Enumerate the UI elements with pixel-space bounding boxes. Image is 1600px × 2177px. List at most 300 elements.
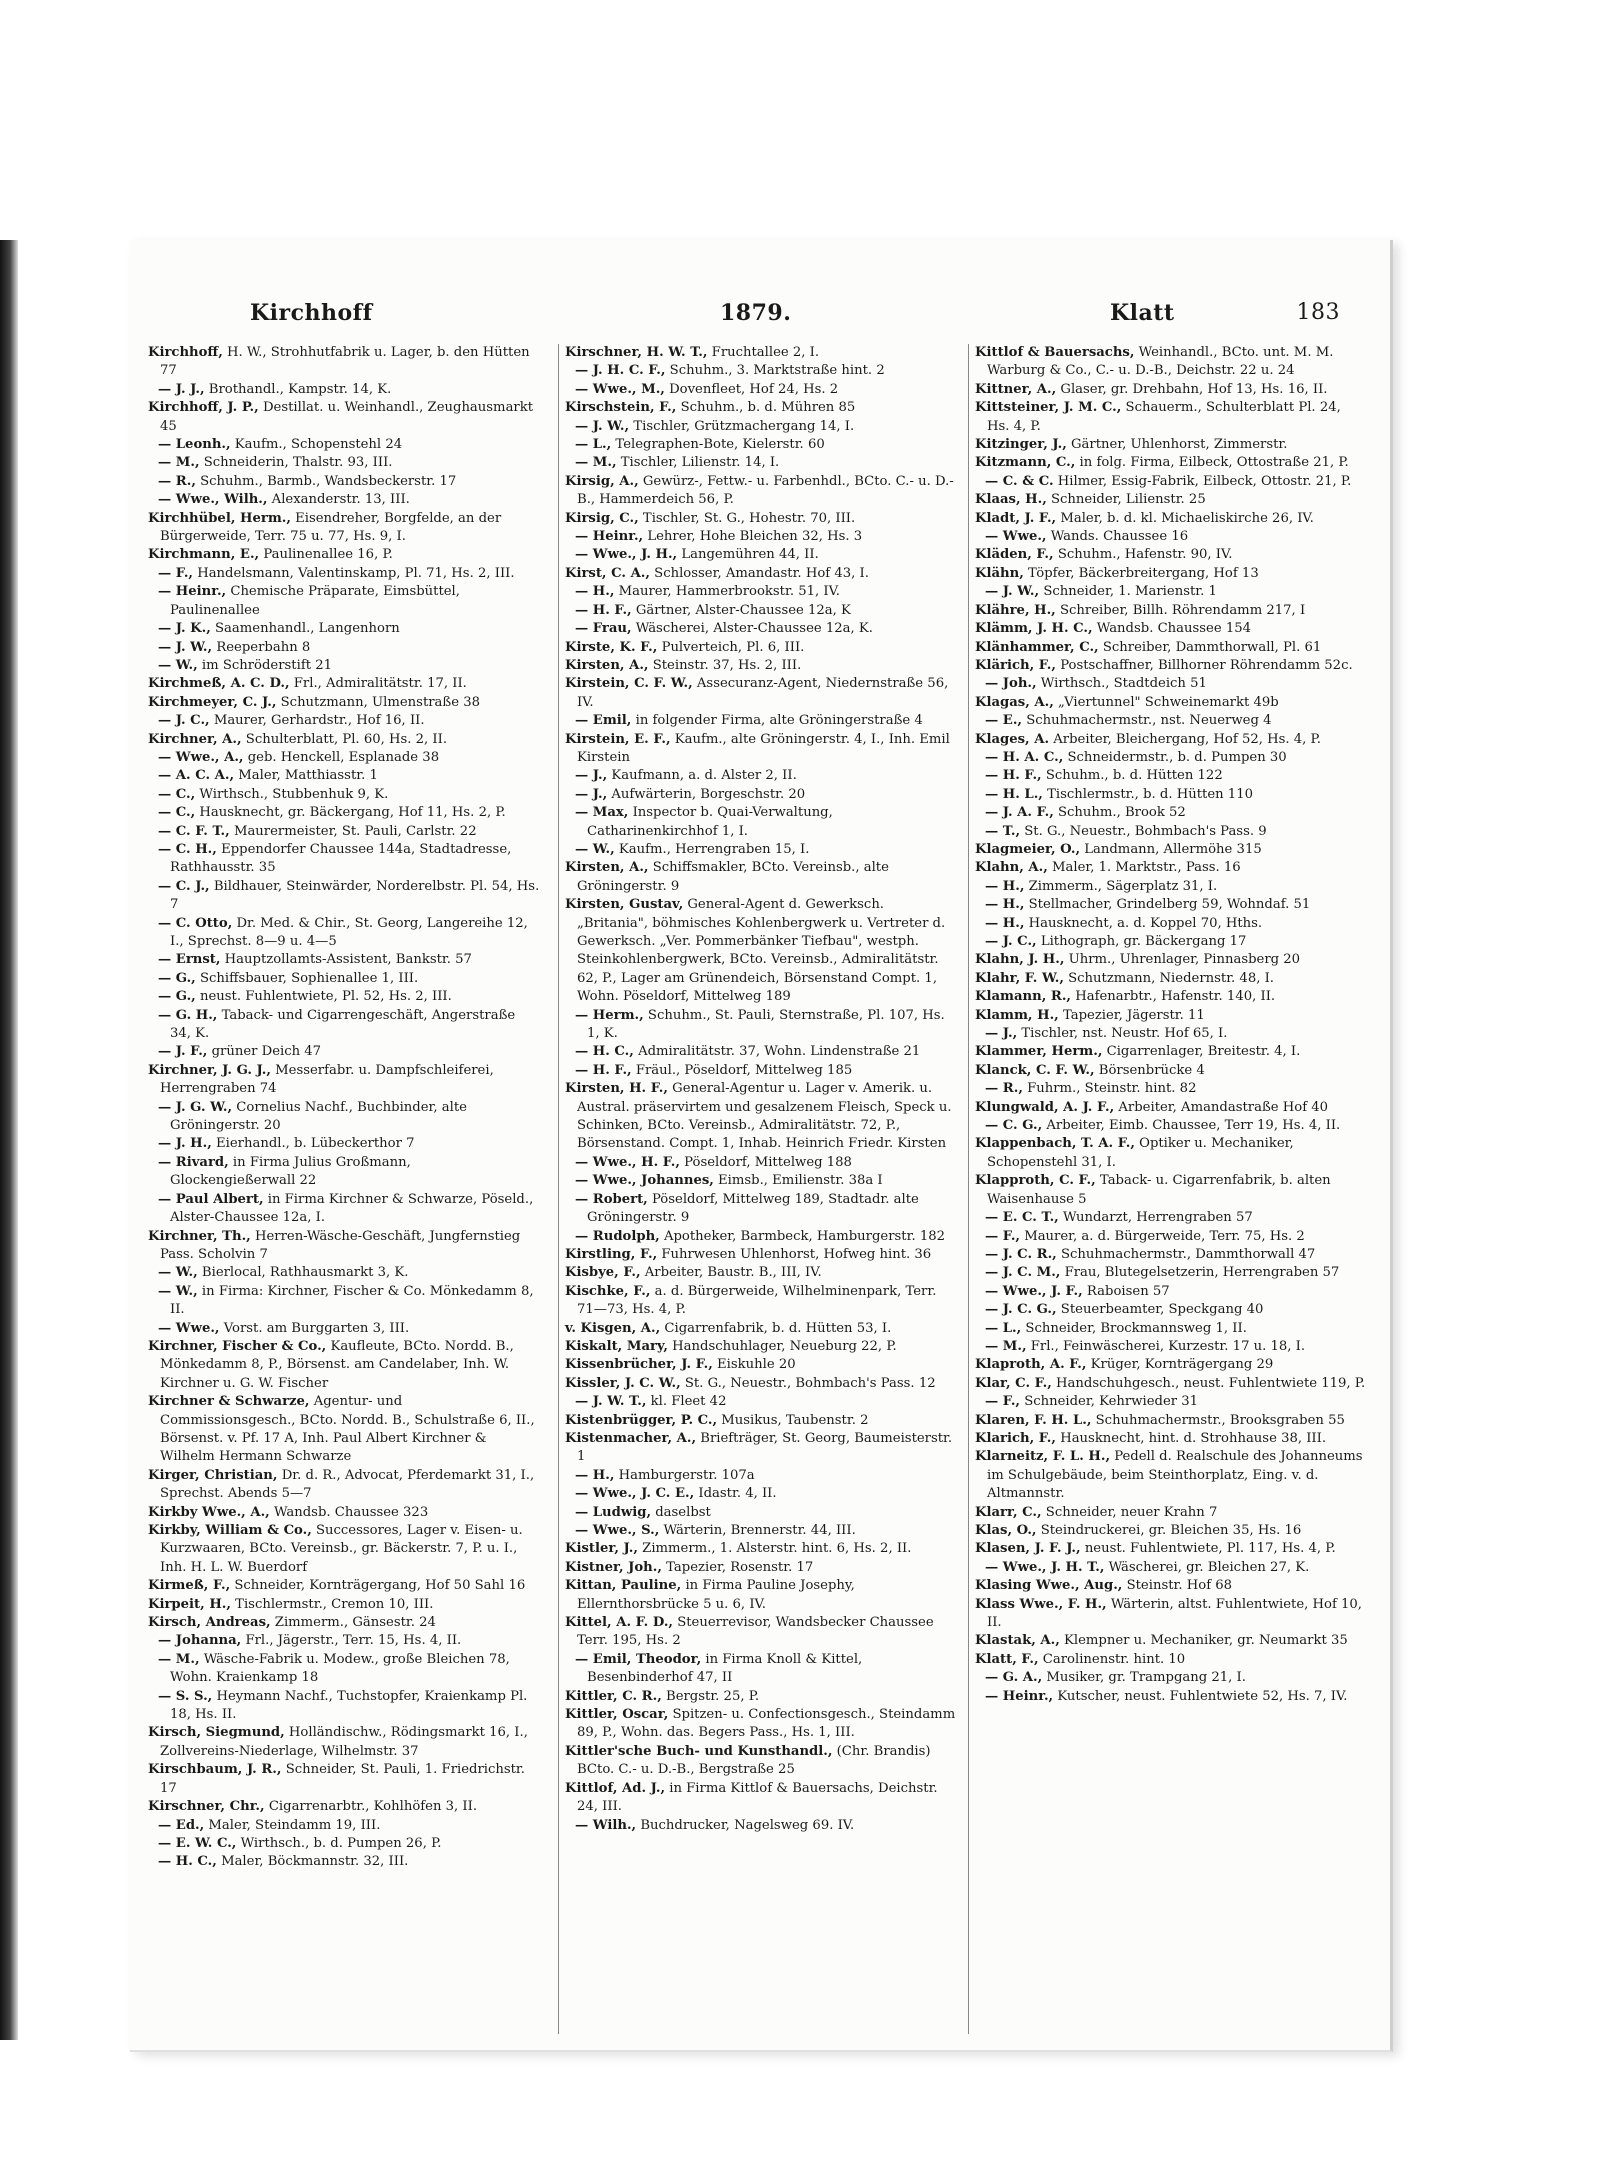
entry-details: Tischlermstr., b. d. Hütten 110 — [1042, 786, 1253, 802]
directory-entry — [148, 786, 540, 804]
directory-entry — [565, 510, 957, 528]
entry-details: Cornelius Nachf., Buchbinder, alte Gröningerstr. 20 — [170, 1099, 467, 1134]
entry-name: — Emil, — [575, 713, 632, 729]
entry-details: Maler, Matthiasstr. 1 — [234, 768, 378, 784]
entry-name: — J. W., — [158, 639, 213, 655]
entry-details: Schuhm., St. Pauli, Sternstraße, Pl. 107, Hs. 1, K. — [587, 1007, 945, 1042]
entry-details: Schuhm., b. d. Mühren 85 — [676, 400, 856, 416]
entry-name: Klämm, J. H. C., — [975, 621, 1093, 637]
entry-details: Schuhmachermstr., Dammthorwall 47 — [1056, 1246, 1316, 1262]
entry-details: Kaufm., Schopenstehl 24 — [230, 437, 403, 453]
entry-name: — J. W. T., — [575, 1394, 647, 1410]
entry-details: Eppendorfer Chaussee 144a, Stadtadresse, Rathhausstr. 35 — [170, 841, 512, 876]
directory-entry — [148, 1504, 540, 1522]
entry-details: Schuhm., 3. Marktstraße hint. 2 — [665, 363, 885, 379]
entry-name: Klappenbach, T. A. F., — [975, 1136, 1135, 1152]
entry-details: Schuhmachermstr., nst. Neuerweg 4 — [1022, 713, 1272, 729]
entry-name: — J. C., — [158, 713, 210, 729]
directory-entry — [975, 1172, 1367, 1209]
directory-entry — [565, 1614, 957, 1651]
entry-name: Kistler, J., — [565, 1541, 638, 1557]
directory-entry — [148, 1320, 540, 1338]
entry-name: — Heinr., — [985, 1688, 1054, 1704]
entry-name: Kirchmeß, A. C. D., — [148, 676, 290, 692]
entry-details: Buchdrucker, Nagelsweg 69. IV. — [636, 1817, 855, 1833]
entry-name: Kistner, Joh., — [565, 1559, 662, 1575]
entry-details: Schneider, Kehrwieder 31 — [1020, 1394, 1199, 1410]
entry-name: Kirstein, E. F., — [565, 731, 671, 747]
entry-details: Hamburgerstr. 107a — [614, 1467, 755, 1483]
entry-details: Wärterin, Brennerstr. 44, III. — [659, 1523, 856, 1538]
directory-entry — [148, 823, 540, 841]
directory-entry — [975, 1504, 1367, 1522]
directory-entry — [975, 1522, 1367, 1540]
entry-details: Glaser, gr. Drehbahn, Hof 13, Hs. 16, II. — [1056, 381, 1328, 397]
directory-entry — [565, 1191, 957, 1228]
directory-columns — [148, 344, 1368, 2034]
directory-entry — [148, 1596, 540, 1614]
entry-name: Klärich, F., — [975, 657, 1056, 673]
entry-name: Kirger, Christian, — [148, 1467, 278, 1483]
entry-details: Zimmerm., 1. Alsterstr. hint. 6, Hs. 2, II. — [637, 1541, 912, 1557]
directory-entry — [565, 399, 957, 417]
directory-entry — [975, 602, 1367, 620]
entry-details: Gärtner, Alster-Chaussee 12a, K — [631, 602, 851, 618]
entry-name: Klarich, F., — [975, 1430, 1056, 1446]
entry-details: Alexanderstr. 13, III. — [267, 492, 410, 508]
entry-details: Chemische Präparate, Eimsbüttel, Paulinenallee — [170, 584, 460, 618]
entry-details: Maler, b. d. kl. Michaeliskirche 26, IV. — [1056, 510, 1314, 526]
entry-details: Eimsb., Emilienstr. 38a I — [713, 1173, 883, 1189]
directory-entry — [565, 1485, 957, 1503]
entry-details: Vorst. am Burggarten 3, III. — [219, 1320, 410, 1336]
entry-details: Langemühren 44, II. — [677, 547, 819, 563]
entry-details: Handschuhlager, Neueburg 22, P. — [667, 1338, 897, 1354]
entry-name: — W., — [158, 1283, 198, 1299]
directory-entry — [565, 1320, 957, 1338]
directory-entry — [975, 639, 1367, 657]
directory-entry — [148, 1522, 540, 1577]
directory-entry — [975, 1448, 1367, 1503]
entry-name: — C. H., — [158, 841, 217, 857]
directory-entry — [975, 1117, 1367, 1135]
column-2 — [558, 344, 957, 2034]
entry-name: Kirsch, Siegmund, — [148, 1725, 285, 1741]
entry-name: — C., — [158, 786, 196, 802]
entry-details: Hausknecht, hint. d. Strohhause 38, III. — [1056, 1430, 1327, 1446]
entry-details: in Firma Knoll & Kittel, Besenbinderhof 47, II — [587, 1651, 863, 1686]
entry-details: Tischler, Grützmachergang 14, I. — [629, 418, 855, 434]
entry-name: Kittler, Oscar, — [565, 1707, 669, 1723]
entry-name: — H., — [575, 1467, 615, 1483]
directory-entry — [148, 1228, 540, 1265]
entry-name: — J., — [575, 786, 608, 802]
directory-entry — [975, 1043, 1367, 1061]
entry-name: — Wwe., — [158, 1320, 220, 1336]
directory-entry — [565, 657, 957, 675]
entry-details: Tapezier, Jägerstr. 11 — [1058, 1007, 1205, 1023]
entry-name: — Heinr., — [158, 584, 227, 600]
entry-name: Kladt, J. F., — [975, 510, 1057, 526]
directory-entry — [148, 1817, 540, 1835]
directory-entry — [565, 546, 957, 564]
entry-name: Kistenmacher, A., — [565, 1430, 697, 1446]
entry-name: Kirkby, William & Co., — [148, 1523, 312, 1538]
entry-details: Schreiber, Billh. Röhrendamm 217, I — [1055, 602, 1306, 618]
entry-details: Cigarrenarbtr., Kohlhöfen 3, II. — [264, 1799, 478, 1815]
entry-details: Tischler, Lilienstr. 14, I. — [616, 455, 780, 471]
directory-entry — [565, 454, 957, 472]
entry-name: Kirchhoff, J. P., — [148, 400, 259, 416]
entry-details: Handelsmann, Valentinskamp, Pl. 71, Hs. 2, III. — [193, 565, 515, 581]
entry-details: (Chr. Brandis) BCto. C.- u. D.-B., Bergstraße 25 — [577, 1743, 931, 1778]
entry-name: — Ed., — [158, 1817, 205, 1833]
directory-entry — [975, 1651, 1367, 1669]
directory-entry — [565, 344, 957, 362]
directory-entry — [975, 1540, 1367, 1558]
entry-name: — F., — [985, 1228, 1020, 1244]
directory-entry — [975, 491, 1367, 509]
directory-entry — [565, 1043, 957, 1061]
entry-details: Cigarrenfabrik, b. d. Hütten 53, I. — [660, 1320, 892, 1336]
directory-entry — [148, 694, 540, 712]
entry-details: Saamenhandl., Langenhorn — [210, 621, 400, 637]
directory-entry — [148, 1338, 540, 1393]
entry-details: Arbeiter, Bleichergang, Hof 52, Hs. 4, P. — [1049, 731, 1321, 747]
entry-name: — H., — [985, 915, 1025, 931]
entry-name: Kirsch, Andreas, — [148, 1615, 271, 1631]
entry-name: — Wwe., H. F., — [575, 1154, 680, 1170]
directory-entry — [975, 1596, 1367, 1633]
entry-details: Schuhm., Hafenstr. 90, IV. — [1053, 547, 1233, 563]
directory-entry — [565, 418, 957, 436]
entry-details: Fräul., Pöseldorf, Mittelweg 185 — [631, 1062, 853, 1078]
entry-details: Brothandl., Kampstr. 14, K. — [204, 381, 392, 397]
directory-entry — [565, 1504, 957, 1522]
entry-name: — C. F. T., — [158, 823, 230, 839]
directory-entry — [148, 731, 540, 749]
entry-name: — Ernst, — [158, 952, 221, 968]
directory-entry — [565, 1283, 957, 1320]
entry-details: Wundarzt, Herrengraben 57 — [1058, 1210, 1253, 1226]
entry-name: — H. F., — [985, 768, 1042, 784]
entry-name: Kirste, K. F., — [565, 639, 658, 655]
entry-details: Schneider, Lilienstr. 25 — [1046, 492, 1206, 508]
entry-name: Klahr, F. W., — [975, 970, 1064, 986]
entry-name: — H. A. C., — [985, 749, 1064, 765]
entry-name: — Wwe., J. C. E., — [575, 1486, 695, 1502]
entry-details: Hauptzollamts-Assistent, Bankstr. 57 — [220, 952, 472, 968]
entry-details: geb. Henckell, Esplanade 38 — [243, 749, 440, 765]
directory-entry — [148, 1062, 540, 1099]
entry-name: Kirschstein, F., — [565, 400, 677, 416]
directory-entry — [975, 1688, 1367, 1706]
entry-details: Klempner u. Mechaniker, gr. Neumarkt 35 — [1059, 1633, 1348, 1649]
entry-details: Frau, Blutegelsetzerin, Herrengraben 57 — [1060, 1265, 1340, 1281]
entry-details: in Firma: Kirchner, Fischer & Co. Mönkedamm 8, II. — [170, 1283, 534, 1318]
entry-name: — J. C., — [985, 934, 1037, 949]
directory-entry — [975, 620, 1367, 638]
entry-name: Kirchner, J. G. J., — [148, 1062, 271, 1078]
directory-entry — [148, 399, 540, 436]
directory-entry — [565, 1706, 957, 1743]
directory-entry — [565, 1430, 957, 1467]
directory-entry — [975, 951, 1367, 969]
entry-details: Schneiderin, Thalstr. 93, III. — [199, 455, 393, 471]
entry-details: Lithograph, gr. Bäckergang 17 — [1036, 934, 1247, 949]
entry-name: Klaproth, A. F., — [975, 1357, 1087, 1373]
entry-details: Taback- u. Cigarrenfabrik, b. alten Waisenhause 5 — [987, 1173, 1331, 1207]
entry-details: grüner Deich 47 — [207, 1044, 322, 1060]
entry-name: Kirsten, H. F., — [565, 1081, 668, 1097]
entry-name: Kirsig, C., — [565, 510, 639, 526]
entry-details: Landmann, Allermöhe 315 — [1080, 841, 1262, 857]
entry-details: Raboisen 57 — [1082, 1283, 1170, 1299]
directory-entry — [148, 1099, 540, 1136]
entry-details: Inspector b. Quai-Verwaltung, Catharinenkirchhof 1, I. — [587, 805, 833, 839]
directory-entry — [148, 804, 540, 822]
entry-name: — Frau, — [575, 621, 632, 637]
entry-details: Carolinenstr. hint. 10 — [1038, 1651, 1186, 1667]
entry-name: Kirstling, F., — [565, 1246, 658, 1262]
entry-name: Kirchner & Schwarze, — [148, 1394, 310, 1410]
directory-entry — [565, 841, 957, 859]
entry-details: neust. Fuhlentwiete, Pl. 52, Hs. 2, III. — [195, 989, 452, 1005]
entry-details: Töpfer, Bäckerbreitergang, Hof 13 — [1023, 565, 1259, 581]
directory-entry — [148, 639, 540, 657]
entry-details: Kaufm., alte Gröningerstr. 4, I., Inh. Emil Kirstein — [577, 731, 950, 765]
entry-name: — C., — [158, 805, 196, 821]
entry-name: — J. H. C. F., — [575, 363, 666, 379]
entry-name: Kittan, Pauline, — [565, 1578, 682, 1594]
entry-details: Maurer, a. d. Bürgerweide, Terr. 75, Hs. 2 — [1020, 1228, 1305, 1244]
entry-details: Kaufmann, a. d. Alster 2, II. — [607, 768, 797, 784]
directory-entry — [975, 767, 1367, 785]
directory-entry — [148, 1688, 540, 1725]
directory-entry — [565, 804, 957, 841]
entry-name: — R., — [985, 1081, 1023, 1097]
directory-entry — [975, 675, 1367, 693]
entry-details: kl. Fleet 42 — [646, 1394, 727, 1410]
directory-entry — [565, 1540, 957, 1558]
directory-entry — [565, 712, 957, 730]
entry-name: Kittler'sche Buch- und Kunsthandl., — [565, 1743, 833, 1759]
entry-name: — H. F., — [575, 602, 632, 618]
entry-name: — Wwe., Wilh., — [158, 492, 268, 508]
entry-details: Dr. d. R., Advocat, Pferdemarkt 31, I., Sprechst. Abends 5—7 — [160, 1467, 535, 1502]
entry-name: — W., — [575, 841, 615, 857]
directory-entry — [148, 988, 540, 1006]
directory-entry — [975, 344, 1367, 381]
entry-name: — J., — [985, 1026, 1018, 1042]
entry-details: Successores, Lager v. Eisen- u. Kurzwaaren, BCto. Vereinsb., gr. Bäckerstr. 7, P. u. I., Inh. H. L. W. Buerdorf — [160, 1523, 523, 1575]
entry-details: Zimmerm., Gänsestr. 24 — [270, 1615, 436, 1631]
directory-entry — [975, 1430, 1367, 1448]
entry-details: a. d. Bürgerweide, Wilhelminenpark, Terr. 71—73, Hs. 4, P. — [577, 1283, 937, 1318]
directory-entry — [975, 454, 1367, 472]
entry-name: Klages, A. — [975, 731, 1050, 747]
directory-entry — [148, 1043, 540, 1061]
entry-details: St. G., Neuestr., Bohmbach's Pass. 9 — [1020, 823, 1267, 839]
entry-details: Steindruckerei, gr. Bleichen 35, Hs. 16 — [1036, 1523, 1302, 1538]
entry-name: Kittlof, Ad. J., — [565, 1780, 666, 1796]
directory-entry — [148, 1154, 540, 1191]
entry-details: Handschuhgesch., neust. Fuhlentwiete 119, P. — [1051, 1375, 1366, 1391]
entry-details: Arbeiter, Amandastraße Hof 40 — [1114, 1099, 1329, 1115]
entry-details: Schneidermstr., b. d. Pumpen 30 — [1063, 749, 1287, 765]
entry-name: — C. J., — [158, 878, 210, 894]
directory-entry — [975, 473, 1367, 491]
entry-details: Pöseldorf, Mittelweg 188 — [679, 1154, 852, 1170]
entry-name: — J. A. F., — [985, 805, 1054, 821]
entry-details: Schuhm., b. d. Hütten 122 — [1041, 768, 1223, 784]
entry-name: Kittler, C. R., — [565, 1688, 662, 1704]
entry-name: — R., — [158, 473, 196, 489]
directory-entry — [148, 491, 540, 509]
entry-name: Kittlof & Bauersachs, — [975, 345, 1135, 360]
entry-details: Schneider, St. Pauli, 1. Friedrichstr. 17 — [160, 1762, 525, 1796]
directory-entry — [148, 565, 540, 583]
entry-name: Kirchmeyer, C. J., — [148, 694, 277, 710]
directory-entry — [148, 454, 540, 472]
entry-details: Herren-Wäsche-Geschäft, Jungfernstieg Pass. Scholvin 7 — [160, 1228, 521, 1262]
entry-name: — Rivard, — [158, 1154, 229, 1170]
directory-entry — [975, 896, 1367, 914]
entry-name: — Wilh., — [575, 1817, 637, 1833]
entry-name: — C. G., — [985, 1118, 1043, 1134]
directory-entry — [975, 1559, 1367, 1577]
entry-name: Kirschbaum, J. R., — [148, 1762, 282, 1778]
entry-details: in Firma Julius Großmann, Glockengießerwall 22 — [170, 1154, 411, 1189]
entry-name: — G. H., — [158, 1007, 218, 1023]
entry-details: Pöseldorf, Mittelweg 189, Stadtadr. alte Gröningerstr. 9 — [587, 1191, 919, 1226]
directory-entry — [565, 1817, 957, 1835]
entry-details: Steuerbeamter, Speckgang 40 — [1056, 1302, 1264, 1318]
directory-entry — [975, 399, 1367, 436]
entry-name: Klagas, A., — [975, 694, 1054, 710]
entry-name: — H. L., — [985, 786, 1043, 802]
entry-details: Assecuranz-Agent, Niedernstraße 56, IV. — [577, 676, 949, 710]
directory-entry — [148, 583, 540, 620]
directory-entry — [565, 1246, 957, 1264]
entry-name: Klahn, J. H., — [975, 952, 1065, 968]
directory-entry — [975, 528, 1367, 546]
directory-entry — [975, 731, 1367, 749]
entry-name: Kirpeit, H., — [148, 1596, 231, 1612]
entry-details: Idastr. 4, II. — [694, 1486, 777, 1502]
entry-name: Kischke, F., — [565, 1283, 651, 1299]
entry-details: Fuhrm., Steinstr. hint. 82 — [1022, 1081, 1197, 1097]
entry-details: Eierhandl., b. Lübeckerthor 7 — [211, 1136, 415, 1152]
directory-entry — [148, 657, 540, 675]
entry-name: Klähre, H., — [975, 602, 1056, 618]
entry-name: — Wwe., — [985, 529, 1047, 545]
entry-details: Wäscherei, gr. Bleichen 27, K. — [1104, 1559, 1310, 1575]
entry-details: Kutscher, neust. Fuhlentwiete 52, Hs. 7, IV. — [1053, 1688, 1348, 1704]
directory-entry — [148, 1007, 540, 1044]
entry-name: — W., — [158, 1265, 198, 1281]
entry-name: — C. & C. — [985, 473, 1054, 489]
directory-entry — [148, 1651, 540, 1688]
entry-name: — Emil, Theodor, — [575, 1651, 702, 1667]
entry-name: — Wwe., S., — [575, 1523, 660, 1538]
entry-details: Steuerrevisor, Wandsbecker Chaussee Terr. 195, Hs. 2 — [577, 1615, 934, 1649]
entry-details: Kaufleute, BCto. Nordd. B., Mönkedamm 8, P., Börsenst. am Candelaber, Inh. W. Kirchner u. G. W. Fischer — [160, 1338, 514, 1391]
entry-name: — J. W., — [575, 418, 630, 434]
entry-details: Taback- und Cigarrengeschäft, Angerstraße 34, K. — [170, 1007, 516, 1042]
entry-name: — S. S., — [158, 1688, 213, 1704]
entry-details: Schiffsbauer, Sophienallee 1, III. — [195, 970, 419, 986]
directory-entry — [565, 362, 957, 380]
directory-entry — [565, 1577, 957, 1614]
entry-name: Kirchmann, E., — [148, 547, 260, 563]
entry-details: Gärtner, Uhlenhorst, Zimmerstr. — [1066, 437, 1288, 453]
entry-details: Apotheker, Barmbeck, Hamburgerstr. 182 — [659, 1228, 945, 1244]
directory-entry — [565, 1375, 957, 1393]
entry-details: Wirthsch., Stubbenhuk 9, K. — [195, 786, 389, 802]
directory-entry — [975, 841, 1367, 859]
entry-details: Schreiber, Dammthorwall, Pl. 61 — [1098, 639, 1322, 655]
entry-name: Kirchhübel, Herm., — [148, 510, 291, 526]
directory-entry — [975, 878, 1367, 896]
entry-details: Tapezier, Rosenstr. 17 — [661, 1559, 814, 1575]
directory-entry — [975, 786, 1367, 804]
entry-details: Maler, 1. Marktstr., Pass. 16 — [1047, 860, 1241, 876]
entry-details: Schiffsmakler, BCto. Vereinsb., alte Gröningerstr. 9 — [577, 860, 889, 894]
directory-entry — [975, 565, 1367, 583]
entry-details: Musiker, gr. Trampgang 21, I. — [1042, 1670, 1246, 1686]
entry-details: Briefträger, St. Georg, Baumeisterstr. 1 — [577, 1430, 953, 1465]
directory-entry — [148, 1393, 540, 1467]
directory-entry — [565, 1264, 957, 1282]
entry-details: Krüger, Kornträgergang 29 — [1086, 1357, 1274, 1373]
entry-name: Kitzmann, C., — [975, 455, 1076, 471]
entry-details: Arbeiter, Baustr. B., III, IV. — [640, 1265, 822, 1281]
entry-name: — Wwe., M., — [575, 381, 665, 397]
directory-entry — [975, 657, 1367, 675]
entry-details: Schuhm., Barmb., Wandsbeckerstr. 17 — [195, 473, 457, 489]
entry-name: — A. C. A., — [158, 768, 235, 784]
entry-name: Klahn, A., — [975, 860, 1048, 876]
entry-details: Musikus, Taubenstr. 2 — [717, 1412, 869, 1428]
entry-details: Weinhandl., BCto. unt. M. M. Warburg & Co., C.- u. D.-B., Deichstr. 22 u. 24 — [987, 345, 1334, 379]
entry-name: — Paul Albert, — [158, 1191, 264, 1207]
directory-entry — [975, 1025, 1367, 1043]
entry-details: Steinstr. 37, Hs. 2, III. — [648, 657, 802, 673]
entry-name: Kirkby Wwe., A., — [148, 1504, 270, 1520]
entry-name: — J. J., — [158, 381, 205, 397]
entry-name: Kirstein, C. F. W., — [565, 676, 693, 692]
entry-name: — M., — [158, 1651, 200, 1667]
entry-name: — Max, — [575, 805, 629, 821]
entry-details: Stellmacher, Grindelberg 59, Wohndaf. 51 — [1024, 897, 1311, 913]
entry-details: Postschaffner, Billhorner Röhrendamm 52c. — [1056, 657, 1353, 673]
entry-details: Spitzen- u. Confectionsgesch., Steindamm 89, P., Wohn. das. Begers Pass., Hs. 1, III. — [577, 1707, 956, 1741]
entry-details: Maurer, Gerhardstr., Hof 16, II. — [209, 713, 425, 729]
directory-entry — [148, 749, 540, 767]
entry-details: Destillat. u. Weinhandl., Zeughausmarkt 45 — [160, 400, 534, 434]
entry-name: Kirschner, Chr., — [148, 1799, 265, 1815]
entry-name: Kissenbrücher, J. F., — [565, 1357, 713, 1373]
entry-details: Wandsb. Chaussee 323 — [269, 1504, 429, 1520]
directory-entry — [565, 896, 957, 1006]
directory-entry — [975, 915, 1367, 933]
entry-name: Klagmeier, O., — [975, 841, 1081, 857]
entry-details: in folg. Firma, Eilbeck, Ottostraße 21, P. — [1075, 455, 1349, 471]
directory-entry — [148, 1191, 540, 1228]
entry-details: Pulverteich, Pl. 6, III. — [657, 639, 805, 655]
directory-entry — [148, 620, 540, 638]
